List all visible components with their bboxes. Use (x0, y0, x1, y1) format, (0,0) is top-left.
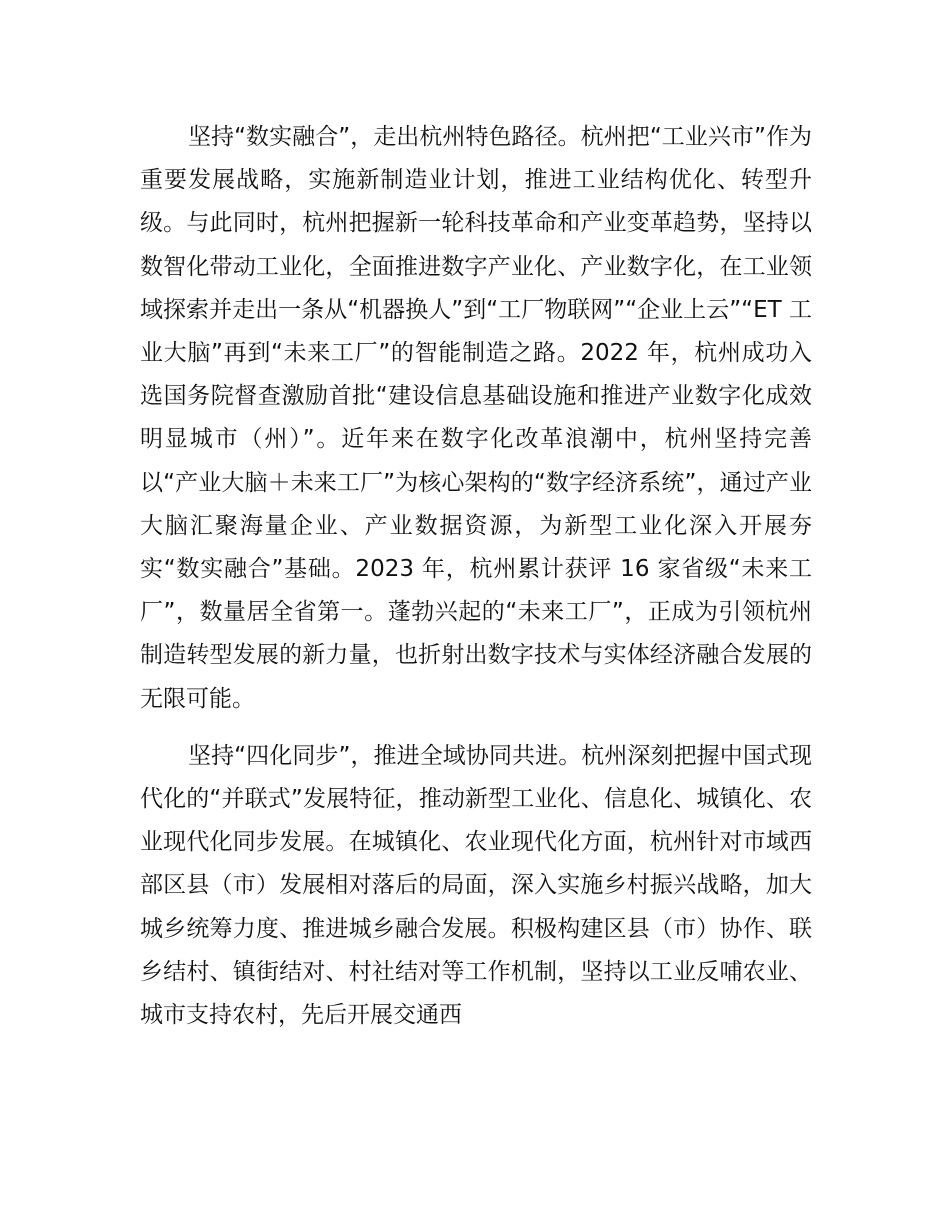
document-body (140, 116, 812, 1051)
paragraph-digital-real-integration: 坚持“数实融合”，走出杭州特色路径。杭州把“工业兴市”作为重要发展战略，实施新制造业计划，推进工业结构优化、转型升级。与此同时，杭州把握新一轮科技革命和产业变革趋势，坚持以数智化带动工业化，全面推进数字产业化、产业数字化，在工业领域探索并走出一条从“机器换人”到“工厂物联网”“企业上云”“ET 工业大脑”再到“未来工厂”的智能制造之路。2022 年，杭州成功入选国务院督查激励首批“建设信息基础设施和推进产业数字化成效明显城市（州）”。近年来在数字化改革浪潮中，杭州坚持完善以“产业大脑＋未来工厂”为核心架构的“数字经济系统”，通过产业大脑汇聚海量企业、产业数据资源，为新型工业化深入开展夯实“数实融合”基础。2023 年，杭州累计获评 16 家省级“未来工厂”，数量居全省第一。蓬勃兴起的“未来工厂”，正成为引领杭州制造转型发展的新力量，也折射出数字技术与实体经济融合发展的无限可能。 (140, 124, 812, 712)
paragraph-four-modernizations: 坚持“四化同步”，推进全域协同共进。杭州深刻把握中国式现代化的“并联式”发展特征，推动新型工业化、信息化、城镇化、农业现代化同步发展。在城镇化、农业现代化方面，杭州针对市域西部区县（市）发展相对落后的局面，深入实施乡村振兴战略，加大城乡统筹力度、推进城乡融合发展。积极构建区县（市）协作、联乡结村、镇街结对、村社结对等工作机制，坚持以工业反哺农业、城市支持农村，先后开展交通西 (140, 742, 812, 1029)
